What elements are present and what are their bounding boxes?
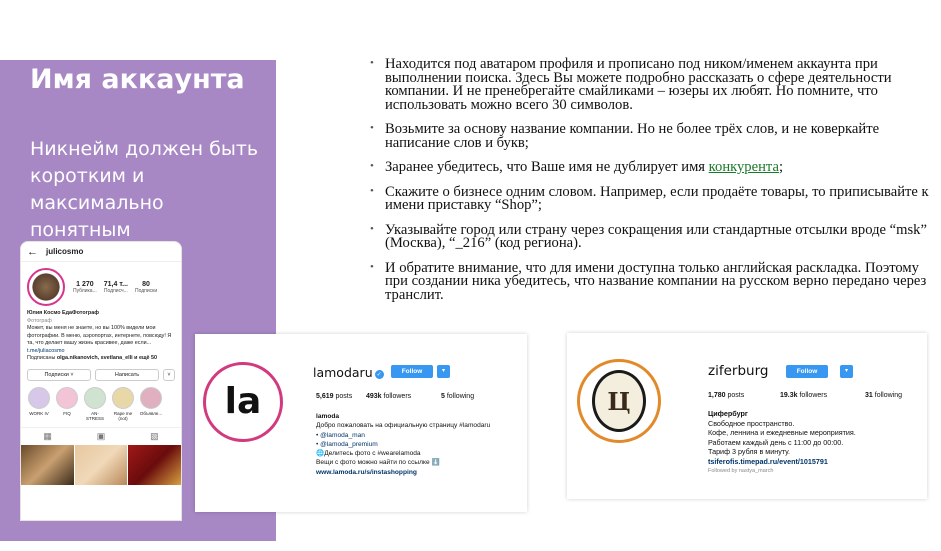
chevron-down-icon[interactable]: ▾ [840,365,853,378]
stat-following[interactable]: 80 Подписки [134,280,158,294]
profile-username: ziferburg [708,363,769,379]
bullet-item: • Указывайте город или страну через сокращения или стандартные отсылки вроде “msk” (Москва), “_216” (код региона). [370,224,938,251]
verified-icon: ✓ [376,371,382,378]
follow-button[interactable]: Follow [391,365,433,378]
subscriptions-button[interactable]: Подписки ˅ [27,369,91,381]
phone-stats [73,281,157,294]
back-arrow-icon[interactable]: ← [27,245,38,258]
tv-icon[interactable]: ▣ [96,430,106,441]
followed-by: Followed by nastya_march [708,467,774,474]
bullet-list [370,58,938,313]
bio-line: Добро пожаловать на официальную страницу #lamodaru [316,422,491,430]
highlights [21,385,181,423]
photo-thumb[interactable] [75,445,128,485]
avatar: la [203,362,283,442]
bio-line: • @lamoda_man [316,431,365,439]
follow-button[interactable]: Follow [786,365,828,378]
bullet-item [370,161,938,175]
bullet-item: • Скажите о бизнесе одним словом. Например, если продаёте товары, то приписывайте к имени приставку “Shop”; [370,186,938,213]
photo-thumb[interactable] [21,445,74,485]
highlight-item[interactable]: WORK IV [27,387,51,421]
stat-posts[interactable]: 1,780 posts [708,392,745,399]
ziferburg-profile-card [567,333,927,499]
phone-profile-screenshot [20,241,182,521]
profile-link[interactable]: tsiferofis.timepad.ru/event/1015791 [708,456,828,466]
phone-bio [21,308,181,365]
tagged-icon[interactable]: ▧ [150,430,159,441]
stat-following[interactable]: 31 following [865,392,902,399]
photo-thumb[interactable] [128,445,181,485]
phone-profile-row [21,262,181,308]
bio-line: Свободное пространство. [708,418,795,428]
phone-buttons [21,365,181,385]
phone-tabs [21,427,181,445]
bullet-item: • Находится под аватаром профиля и прописано под ником/именем аккаунта при выполнении поиска. Здесь Вы можете подробно рассказать о сфере деятельности компании. И не пренебрегайте смайликами – юзеры их любят. Но помните, что использовать можно всего 30 символов. [370,58,938,112]
phone-header [21,242,181,262]
photo-grid [21,445,181,485]
profile-bio [708,409,918,476]
competitor-link[interactable]: конкурента [708,159,779,175]
bio-line: Кофе, леннина и ежедневные мероприятия. [708,428,856,438]
bio-line: Работаем каждый день с 11:00 до 00:00. [708,437,844,447]
followed-by: Подписаны olga.nikanovich, svetlana_elli и ещё 50 [27,355,158,361]
stat-followers[interactable]: 493k followers [366,393,412,400]
avatar [27,268,65,306]
bullet-text: ; [778,159,783,175]
bio-line: • @lamoda_premium [316,440,378,448]
bio-line: Тариф 3 рубля в минуту. [708,447,791,457]
lamoda-profile-card [195,334,527,512]
chevron-down-icon[interactable]: ▾ [437,365,450,378]
bullet-item: • Возьмите за основу название компании. Но не более трёх слов, и не коверкайте написание слов и букв; [370,123,938,150]
stat-followers[interactable]: 71,4 т... Подписч... [103,280,128,294]
profile-name: Цифербург [708,409,748,418]
phone-username: julicosmo [46,247,84,256]
profile-username: lamodaru ✓ [313,365,382,380]
profile-name: Юлия Космо ЕдаФотограф [27,310,99,316]
avatar: Ц [577,359,661,443]
profile-name: lamoda [316,413,340,420]
profile-bio [316,412,521,477]
stat-following[interactable]: 5 following [441,393,475,400]
highlight-item[interactable]: Объявле... [139,387,163,421]
profile-bio: Может, вы меня не знаете, но вы 100% видели мои фотографии. В меню, аэропортах, интернете, повсюду! Я та, что делает вашу жизнь красивее, даже если... [27,325,172,346]
bio-line: 🌐Делитесь фото с #wearelamoda [316,450,421,458]
profile-link[interactable]: www.lamoda.ru/s/instashopping [316,468,417,476]
bio-line: Вещи с фото можно найти по ссылке ⬇️ [316,459,440,467]
highlight-item[interactable]: Rape me (not) [111,387,135,421]
highlight-item[interactable]: FIQ [55,387,79,421]
stat-posts[interactable]: 5,619 posts [316,393,353,400]
profile-link[interactable]: t.me/juliacosmo [27,347,65,354]
grid-icon[interactable]: ▦ [43,430,52,441]
bullet-item: • И обратите внимание, что для имени доступна только английская раскладка. Поэтому при создании ника убедитесь, что название компании на русском верно передано через транслит. [370,262,938,303]
slide-subtitle: Никнейм должен быть коротким и максимально понятным [30,138,259,241]
highlight-item[interactable]: AN-STRESS [83,387,107,421]
slide-title: Имя аккаунта [30,64,245,95]
stat-posts[interactable]: 1 270 Публика... [73,280,97,294]
profile-category: Фотограф [27,317,52,324]
message-button[interactable]: Написать [95,369,159,381]
stat-followers[interactable]: 19.3k followers [780,392,828,399]
bullet-text: Заранее убедитесь, что Ваше имя не дублирует имя [385,159,709,175]
more-button[interactable]: ˅ [163,369,175,381]
